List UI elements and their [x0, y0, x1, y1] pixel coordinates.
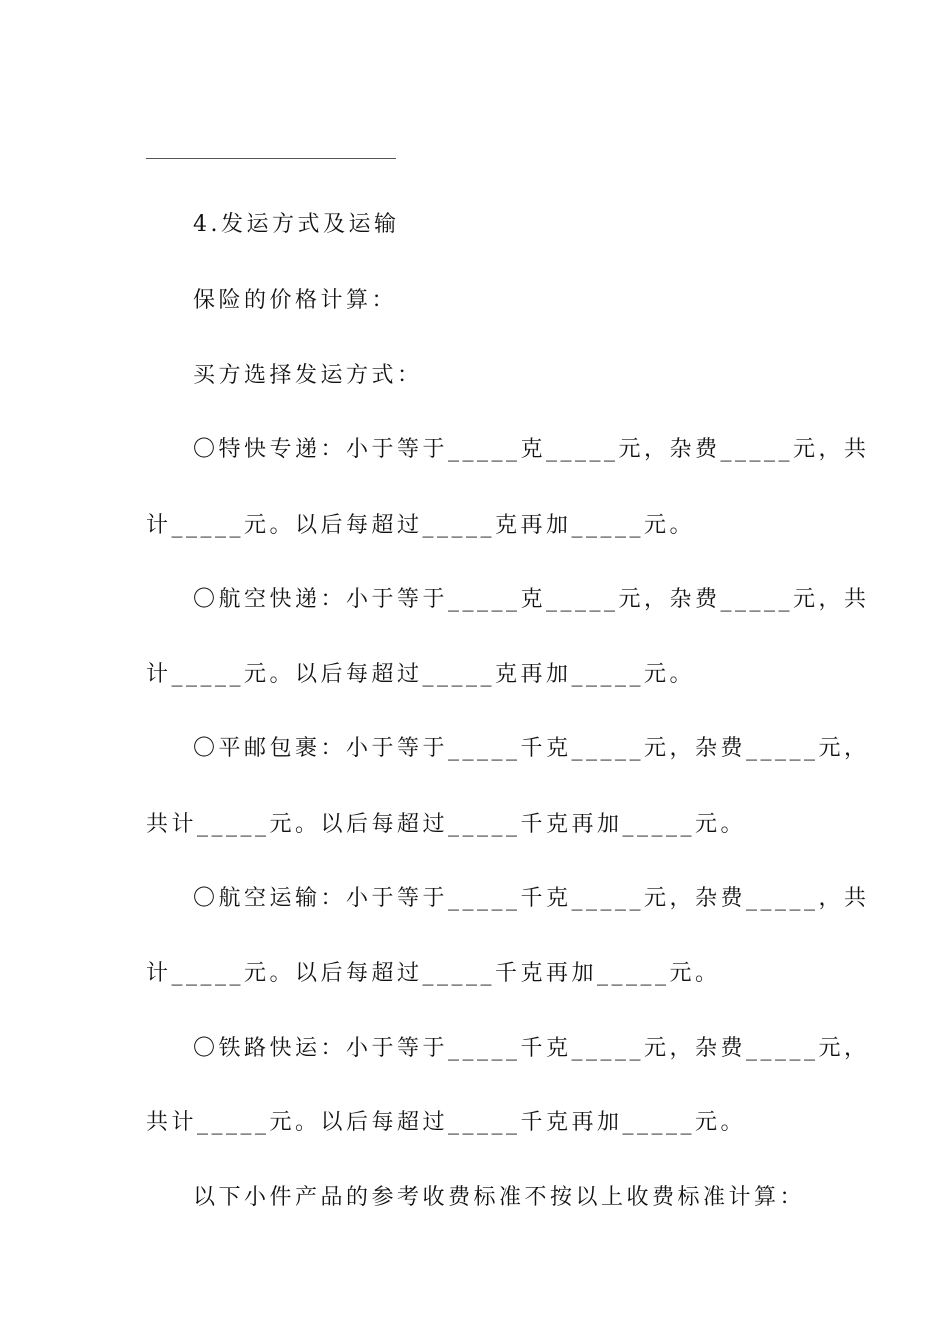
- insurance-price-line: 保险的价格计算：: [193, 288, 398, 313]
- surface-parcel-line-2: 共计_____元。以后每超过_____千克再加_____元。: [146, 812, 747, 837]
- air-freight-line-2: 计_____元。以后每超过_____千克再加_____元。: [146, 961, 721, 986]
- rail-express-line-1: 〇铁路快运：小于等于_____千克_____元，杂费_____元，: [193, 1036, 870, 1061]
- air-express-line-2: 计_____元。以后每超过_____克再加_____元。: [146, 662, 696, 687]
- top-divider: [146, 158, 396, 159]
- section-heading: 4.发运方式及运输: [193, 212, 400, 237]
- buyer-choice-line: 买方选择发运方式：: [193, 363, 423, 388]
- air-express-line-1: 〇航空快递：小于等于_____克_____元，杂费_____元，共: [193, 587, 870, 612]
- express-delivery-line-2: 计_____元。以后每超过_____克再加_____元。: [146, 513, 696, 538]
- small-items-note: 以下小件产品的参考收费标准不按以上收费标准计算：: [193, 1185, 806, 1210]
- express-delivery-line-1: 〇特快专递：小于等于_____克_____元，杂费_____元，共: [193, 437, 870, 462]
- rail-express-line-2: 共计_____元。以后每超过_____千克再加_____元。: [146, 1110, 747, 1135]
- surface-parcel-line-1: 〇平邮包裹：小于等于_____千克_____元，杂费_____元，: [193, 736, 870, 761]
- air-freight-line-1: 〇航空运输：小于等于_____千克_____元，杂费_____，共: [193, 886, 870, 911]
